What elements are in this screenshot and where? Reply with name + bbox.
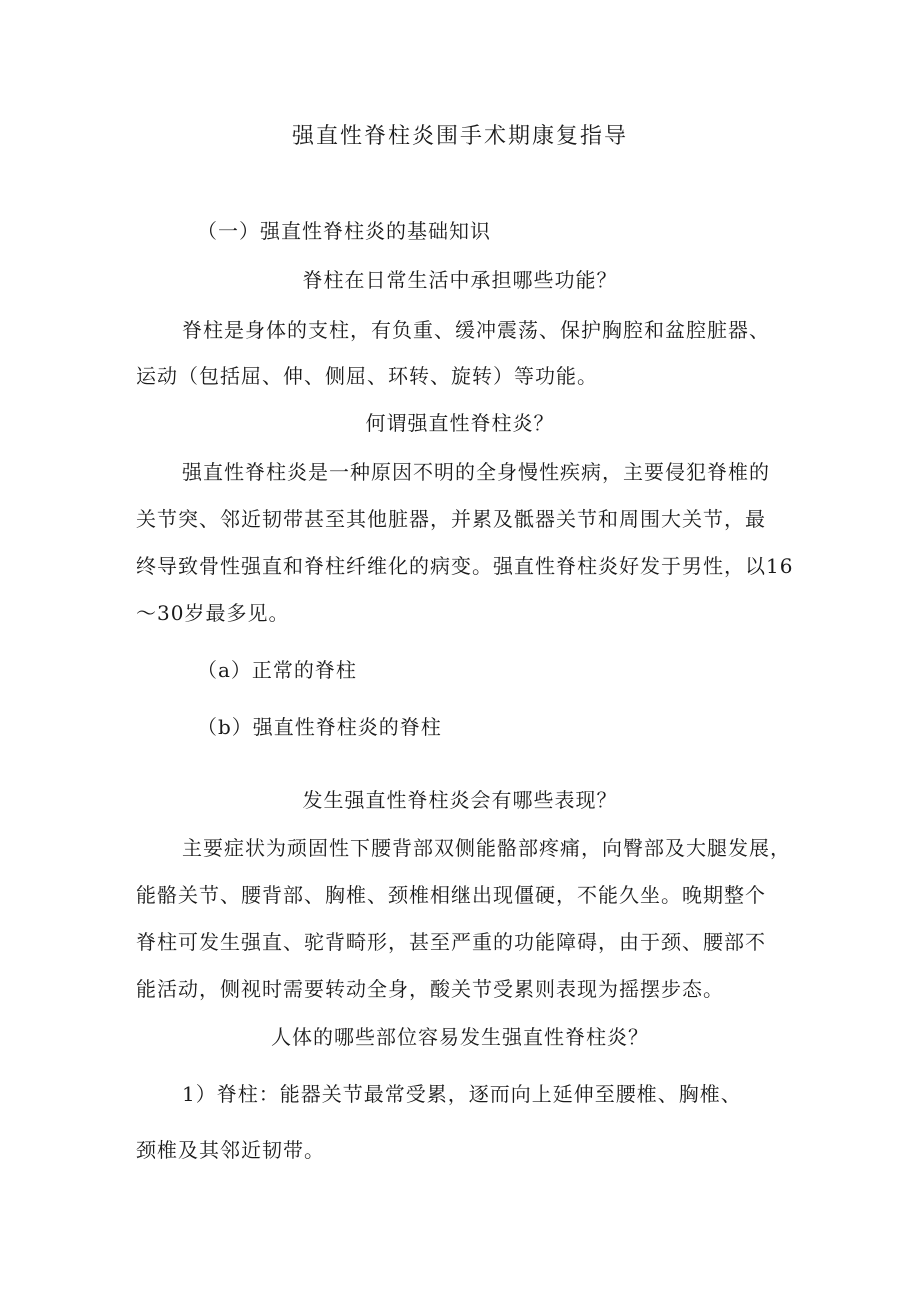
answer-spine-function-line-1: 脊柱是身体的支柱，有负重、缓冲震荡、保护胸腔和盆腔脏器、 [182,318,770,342]
answer-symptoms-line-4: 能活动，侧视时需要转动全身，酸关节受累则表现为摇摆步态。 [136,977,724,1001]
question-affected-sites: 人体的哪些部位容易发生强直性脊柱炎？ [271,1025,649,1049]
question-symptoms: 发生强直性脊柱炎会有哪些表现？ [302,788,618,812]
answer-symptoms-line-2: 能骼关节、腰背部、胸椎、颈椎相继出现僵硬，不能久坐。晚期整个 [136,883,766,907]
figure-caption-b: （b）强直性脊柱炎的脊柱 [197,715,442,739]
answer-what-is-as-line-2: 关节突、邻近韧带甚至其他脏器，并累及骶器关节和周围大关节，最 [136,507,766,531]
answer-affected-sites-line-1: 1）脊柱：能器关节最常受累，逐而向上延伸至腰椎、胸椎、 [182,1082,742,1106]
question-spine-function: 脊柱在日常生活中承担哪些功能？ [302,268,618,292]
answer-what-is-as-line-3: 终导致骨性强直和脊柱纤维化的病变。强直性脊柱炎好发于男性，以16 [136,554,794,578]
section-heading: （一）强直性脊柱炎的基础知识 [197,219,491,243]
answer-symptoms-line-1: 主要症状为顽固性下腰背部双侧能骼部疼痛，向臀部及大腿发展， [182,836,791,860]
answer-symptoms-line-3: 脊柱可发生强直、驼背畸形，甚至严重的功能障碍，由于颈、腰部不 [136,930,766,954]
answer-spine-function-line-2: 运动（包括屈、伸、侧屈、环转、旋转）等功能。 [136,364,598,388]
question-what-is-as: 何谓强直性脊柱炎？ [365,411,555,435]
document-title: 强直性脊柱炎围手术期康复指导 [291,124,628,149]
figure-caption-a: （a）正常的脊柱 [197,658,357,682]
answer-what-is-as-line-1: 强直性脊柱炎是一种原因不明的全身慢性疾病，主要侵犯脊椎的 [182,460,770,484]
answer-what-is-as-line-4: ～30岁最多见。 [136,601,290,625]
answer-affected-sites-line-2: 颈椎及其邻近韧带。 [136,1138,325,1162]
